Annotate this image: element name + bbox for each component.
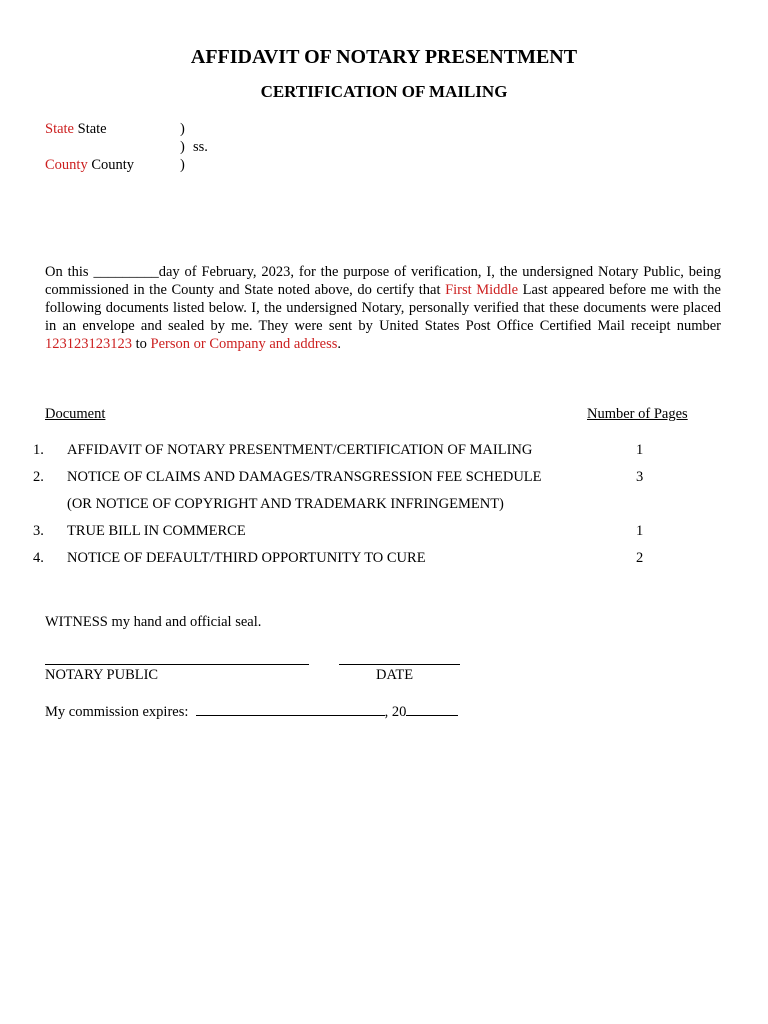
document-row	[0, 494, 768, 514]
venue-ss: ss.	[193, 139, 208, 155]
row-number: 3.	[33, 523, 44, 539]
document-row	[0, 440, 768, 460]
row-pages: 1	[636, 442, 644, 458]
column-header-pages: Number of Pages	[587, 406, 688, 422]
column-header-document: Document	[45, 406, 106, 422]
certification-paragraph	[45, 263, 721, 353]
row-document: NOTICE OF DEFAULT/THIRD OPPORTUNITY TO CURE	[67, 550, 426, 566]
venue-state-row	[45, 120, 345, 138]
commission-date-blank	[196, 703, 385, 716]
commission-year-prefix: , 20	[384, 704, 407, 720]
row-document: (OR NOTICE OF COPYRIGHT AND TRADEMARK INFRINGEMENT)	[67, 496, 504, 512]
commission-expires	[45, 703, 458, 721]
commission-year-blank	[406, 703, 458, 716]
notary-signature-line	[45, 664, 309, 665]
row-number: 2.	[33, 469, 44, 485]
paragraph-text: to	[132, 336, 151, 352]
name-placeholder: First Middle	[445, 282, 519, 298]
venue-ss-row	[45, 138, 345, 156]
county-placeholder: County	[45, 157, 88, 173]
document-row	[0, 548, 768, 568]
paragraph-text: On this _________day of February, 2023, for the purpose of verification, I, the undersigned Notary Public, being commissioned in the County and State noted above, do certify that	[45, 264, 721, 298]
row-document: TRUE BILL IN COMMERCE	[67, 523, 246, 539]
date-label: DATE	[376, 667, 414, 683]
row-document: NOTICE OF CLAIMS AND DAMAGES/TRANSGRESSION FEE SCHEDULE	[67, 469, 542, 485]
document-row	[0, 521, 768, 541]
paragraph-text: .	[337, 336, 342, 352]
document-subtitle: CERTIFICATION OF MAILING	[260, 82, 508, 101]
document-title: AFFIDAVIT OF NOTARY PRESENTMENT	[190, 46, 578, 68]
row-document: AFFIDAVIT OF NOTARY PRESENTMENT/CERTIFICATION OF MAILING	[67, 442, 533, 458]
receipt-number: 123123123123	[45, 336, 132, 352]
venue-paren: )	[180, 157, 185, 173]
state-label: State	[77, 121, 107, 137]
row-pages: 2	[636, 550, 644, 566]
commission-label: My commission expires:	[45, 704, 189, 720]
venue-block	[45, 120, 345, 174]
state-placeholder: State	[45, 121, 74, 137]
witness-statement: WITNESS my hand and official seal.	[45, 614, 262, 630]
document-row	[0, 467, 768, 487]
county-label: County	[91, 157, 135, 173]
row-pages: 3	[636, 469, 644, 485]
row-number: 4.	[33, 550, 44, 566]
notary-public-label: NOTARY PUBLIC	[45, 667, 159, 683]
row-number: 1.	[33, 442, 44, 458]
row-pages: 1	[636, 523, 644, 539]
venue-paren: )	[180, 139, 185, 155]
venue-paren: )	[180, 121, 185, 137]
paragraph-text: Last appeared before me with the following documents listed below. I, the undersigned Notary, personally verified that these documents were placed in an envelope and sealed by me. They were sent by United States Post Office Certified Mail receipt number	[45, 282, 721, 334]
date-signature-line	[339, 664, 460, 665]
venue-county-row	[45, 156, 345, 174]
recipient-placeholder: Person or Company and address	[150, 336, 338, 352]
